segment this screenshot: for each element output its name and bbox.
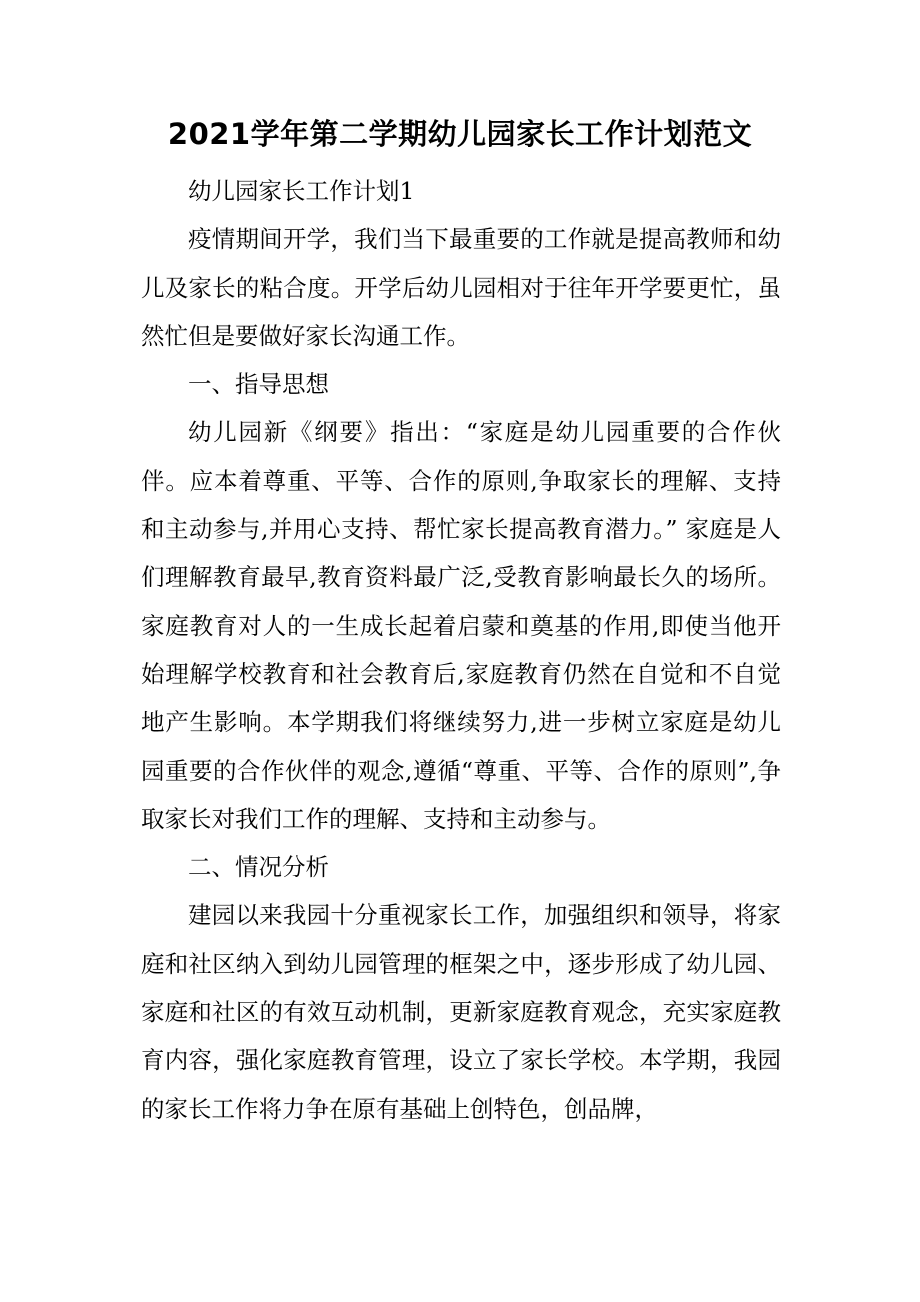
section-heading: 一、指导思想: [188, 370, 329, 399]
paragraph: 疫情期间开学，我们当下最重要的工作就是提高教师和幼儿及家长的粘合度。开学后幼儿园相对于往年开学要更忙，虽然忙但是要做好家长沟通工作。: [141, 225, 781, 350]
document-title: 2021学年第二学期幼儿园家长工作计划范文: [167, 117, 753, 151]
document-body: [141, 167, 781, 1133]
paragraph: 建园以来我园十分重视家长工作，加强组织和领导，将家庭和社区纳入到幼儿园管理的框架之中，逐步形成了幼儿园、家庭和社区的有效互动机制，更新家庭教育观念，充实家庭教育内容，强化家庭教育管理，设立了家长学校。本学期，我园的家长工作将力争在原有基础上创特色，创品牌，: [141, 901, 781, 1123]
section-heading: 二、情况分析: [188, 853, 329, 882]
paragraph: 幼儿园新《纲要》指出：“家庭是幼儿园重要的合作伙伴。应本着尊重、平等、合作的原则,争取家长的理解、支持和主动参与,并用心支持、帮忙家长提高教育潜力。” 家庭是人们理解教育最早,教育资料最广泛,受教育影响最长久的场所。家庭教育对人的一生成长起着启蒙和奠基的作用,即使当他开始理解学校教育和社会教育后,家庭教育仍然在自觉和不自觉地产生影响。本学期我们将继续努力,进一步树立家庭是幼儿园重要的合作伙伴的观念,遵循“尊重、平等、合作的原则”,争取家长对我们工作的理解、支持和主动参与。: [141, 418, 781, 833]
section-heading: 幼儿园家长工作计划1: [188, 177, 415, 205]
